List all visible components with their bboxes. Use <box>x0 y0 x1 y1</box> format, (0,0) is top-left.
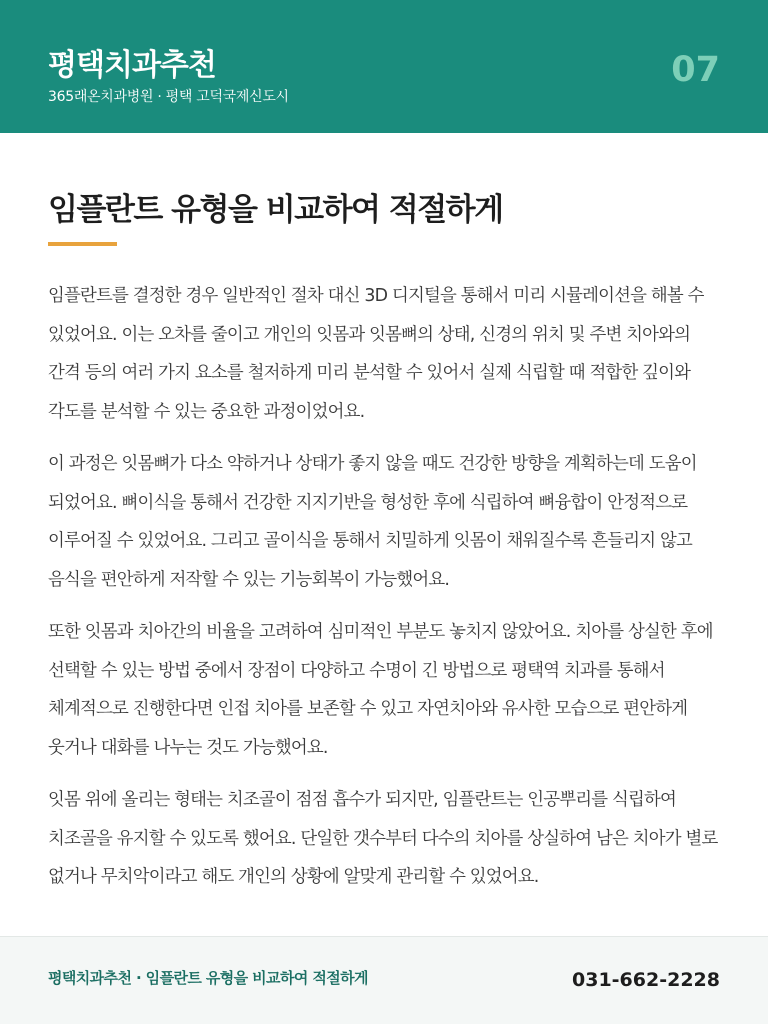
footer-caption: 평택치과추천 · 임플란트 유형을 비교하여 적절하게 <box>48 969 368 987</box>
header-subtitle: 365래온치과병원 · 평택 고덕국제신도시 <box>48 89 289 105</box>
page-number: 07 <box>671 50 720 90</box>
article-heading: 임플란트 유형을 비교하여 적절하게 <box>48 192 503 228</box>
header-banner <box>0 0 768 133</box>
article-paragraph: 또한 잇몸과 치아간의 비율을 고려하여 심미적인 부분도 놓치지 않았어요. 치아를 상실한 후에 선택할 수 있는 방법 중에서 장점이 다양하고 수명이 긴 방법으로 평택역 치과를 통해서 체계적으로 진행한다면 인접 치아를 보존할 수 있고 자연치아와 유사한 모습으로 편안하게 웃거나 대화를 나누는 것도 가능했어요. <box>48 622 713 758</box>
footer <box>0 936 768 1024</box>
article-paragraph: 임플란트를 결정한 경우 일반적인 절차 대신 3D 디지털을 통해서 미리 시뮬레이션을 해볼 수 있었어요. 이는 오차를 줄이고 개인의 잇몸과 잇몸뼈의 상태, 신경의 위치 및 주변 치아와의 간격 등의 여러 가지 요소를 철저하게 미리 분석할 수 있어서 실제 식립할 때 적합한 깊이와 각도를 분석할 수 있는 중요한 과정이었어요. <box>48 286 704 422</box>
article-body <box>48 277 724 911</box>
heading-accent-bar <box>48 242 117 246</box>
header-title: 평택치과추천 <box>48 48 216 83</box>
article-paragraph: 이 과정은 잇몸뼈가 다소 약하거나 상태가 좋지 않을 때도 건강한 방향을 계획하는데 도움이 되었어요. 뼈이식을 통해서 건강한 지지기반을 형성한 후에 식립하여 뼈융합이 안정적으로 이루어질 수 있었어요. 그리고 골이식을 통해서 치밀하게 잇몸이 채워질수록 흔들리지 않고 음식을 편안하게 저작할 수 있는 기능회복이 가능했어요. <box>48 454 697 590</box>
footer-phone[interactable]: 031-662-2228 <box>572 969 720 991</box>
article-paragraph: 잇몸 위에 올리는 형태는 치조골이 점점 흡수가 되지만, 임플란트는 인공뿌리를 식립하여 치조골을 유지할 수 있도록 했어요. 단일한 갯수부터 다수의 치아를 상실하여 남은 치아가 별로 없거나 무치악이라고 해도 개인의 상황에 알맞게 관리할 수 있었어요. <box>48 790 718 887</box>
